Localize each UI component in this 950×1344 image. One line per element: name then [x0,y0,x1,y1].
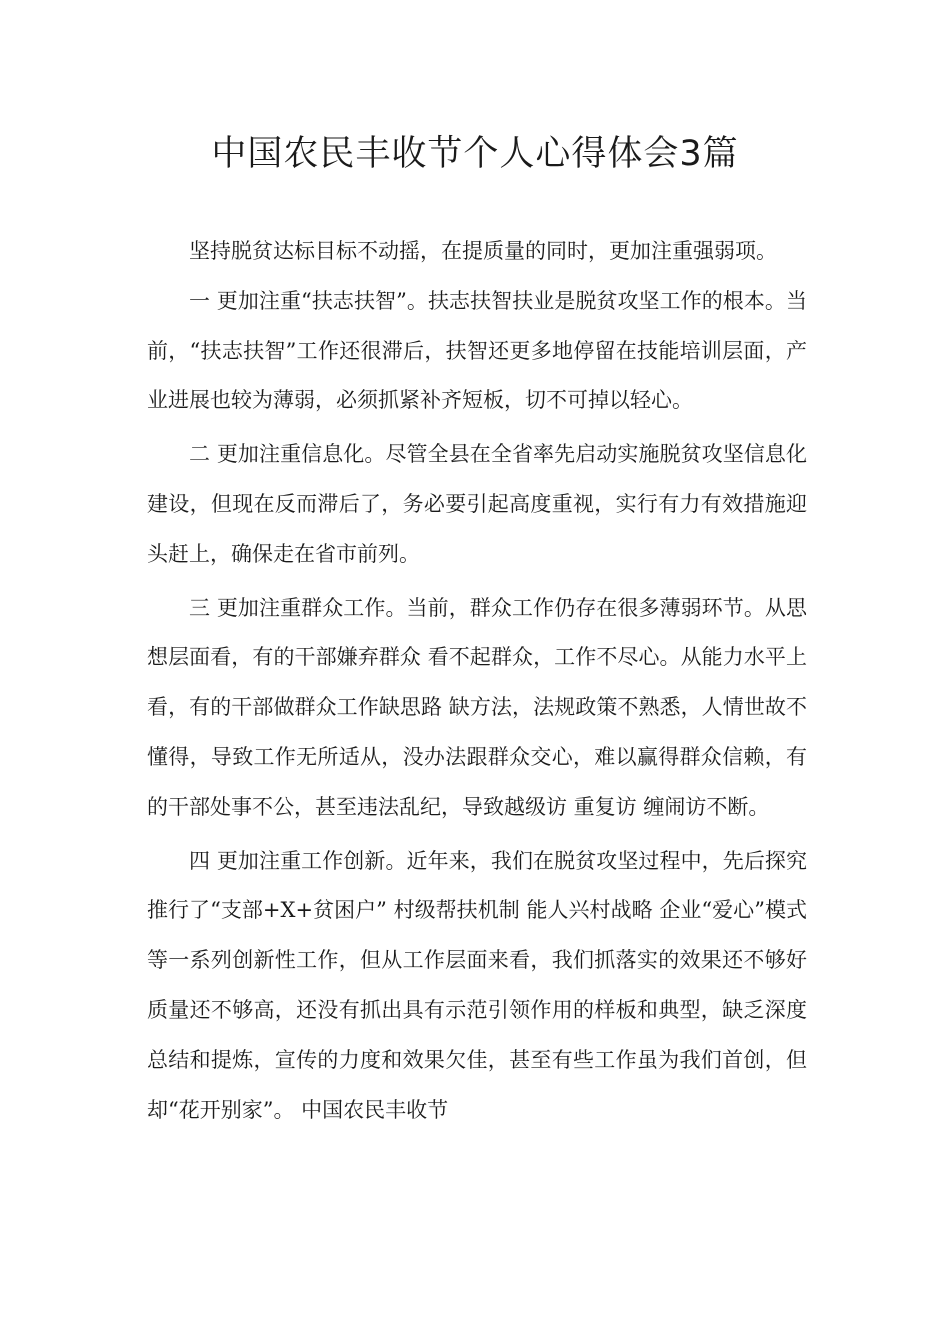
paragraph-point-1: 一 更加注重“扶志扶智”。扶志扶智扶业是脱贫攻坚工作的根本。当前，“扶志扶智”工作还很滞后，扶智还更多地停留在技能培训层面，产业进展也较为薄弱，必须抓紧补齐短板，切不可掉以轻心。 [147,288,807,413]
paragraph-intro: 坚持脱贫达标目标不动摇，在提质量的同时，更加注重强弱项。 [189,239,777,263]
document-title: 中国农民丰收节个人心得体会3篇 [211,134,739,174]
paragraph-point-2: 二 更加注重信息化。尽管全县在全省率先启动实施脱贫攻坚信息化建设，但现在反而滞后了，务必要引起高度重视，实行有力有效措施迎头赶上，确保走在省市前列。 [147,442,807,566]
paragraph-point-4: 四 更加注重工作创新。近年来，我们在脱贫攻坚过程中，先后探究推行了“支部+X+贫困户” 村级帮扶机制 能人兴村战略 企业“爱心”模式等一系列创新性工作，但从工作层面来看，我们抓落实的效果还不够好 质量还不够高，还没有抓出具有示范引领作用的样板和典型，缺乏深度总结和提炼，宣传的力度和效果欠佳，甚至有些工作虽为我们首创，但却“花开别家”。 中国农民丰收节 [147,848,807,1122]
document-body [147,227,807,1135]
paragraph-point-3: 三 更加注重群众工作。当前，群众工作仍存在很多薄弱环节。从思想层面看，有的干部嫌弃群众 看不起群众，工作不尽心。从能力水平上看，有的干部做群众工作缺思路 缺方法，法规政策不熟悉，人情世故不懂得，导致工作无所适从，没办法跟群众交心，难以赢得群众信赖，有的干部处事不公，甚至违法乱纪，导致越级访 重复访 缠闹访不断。 [147,595,807,819]
